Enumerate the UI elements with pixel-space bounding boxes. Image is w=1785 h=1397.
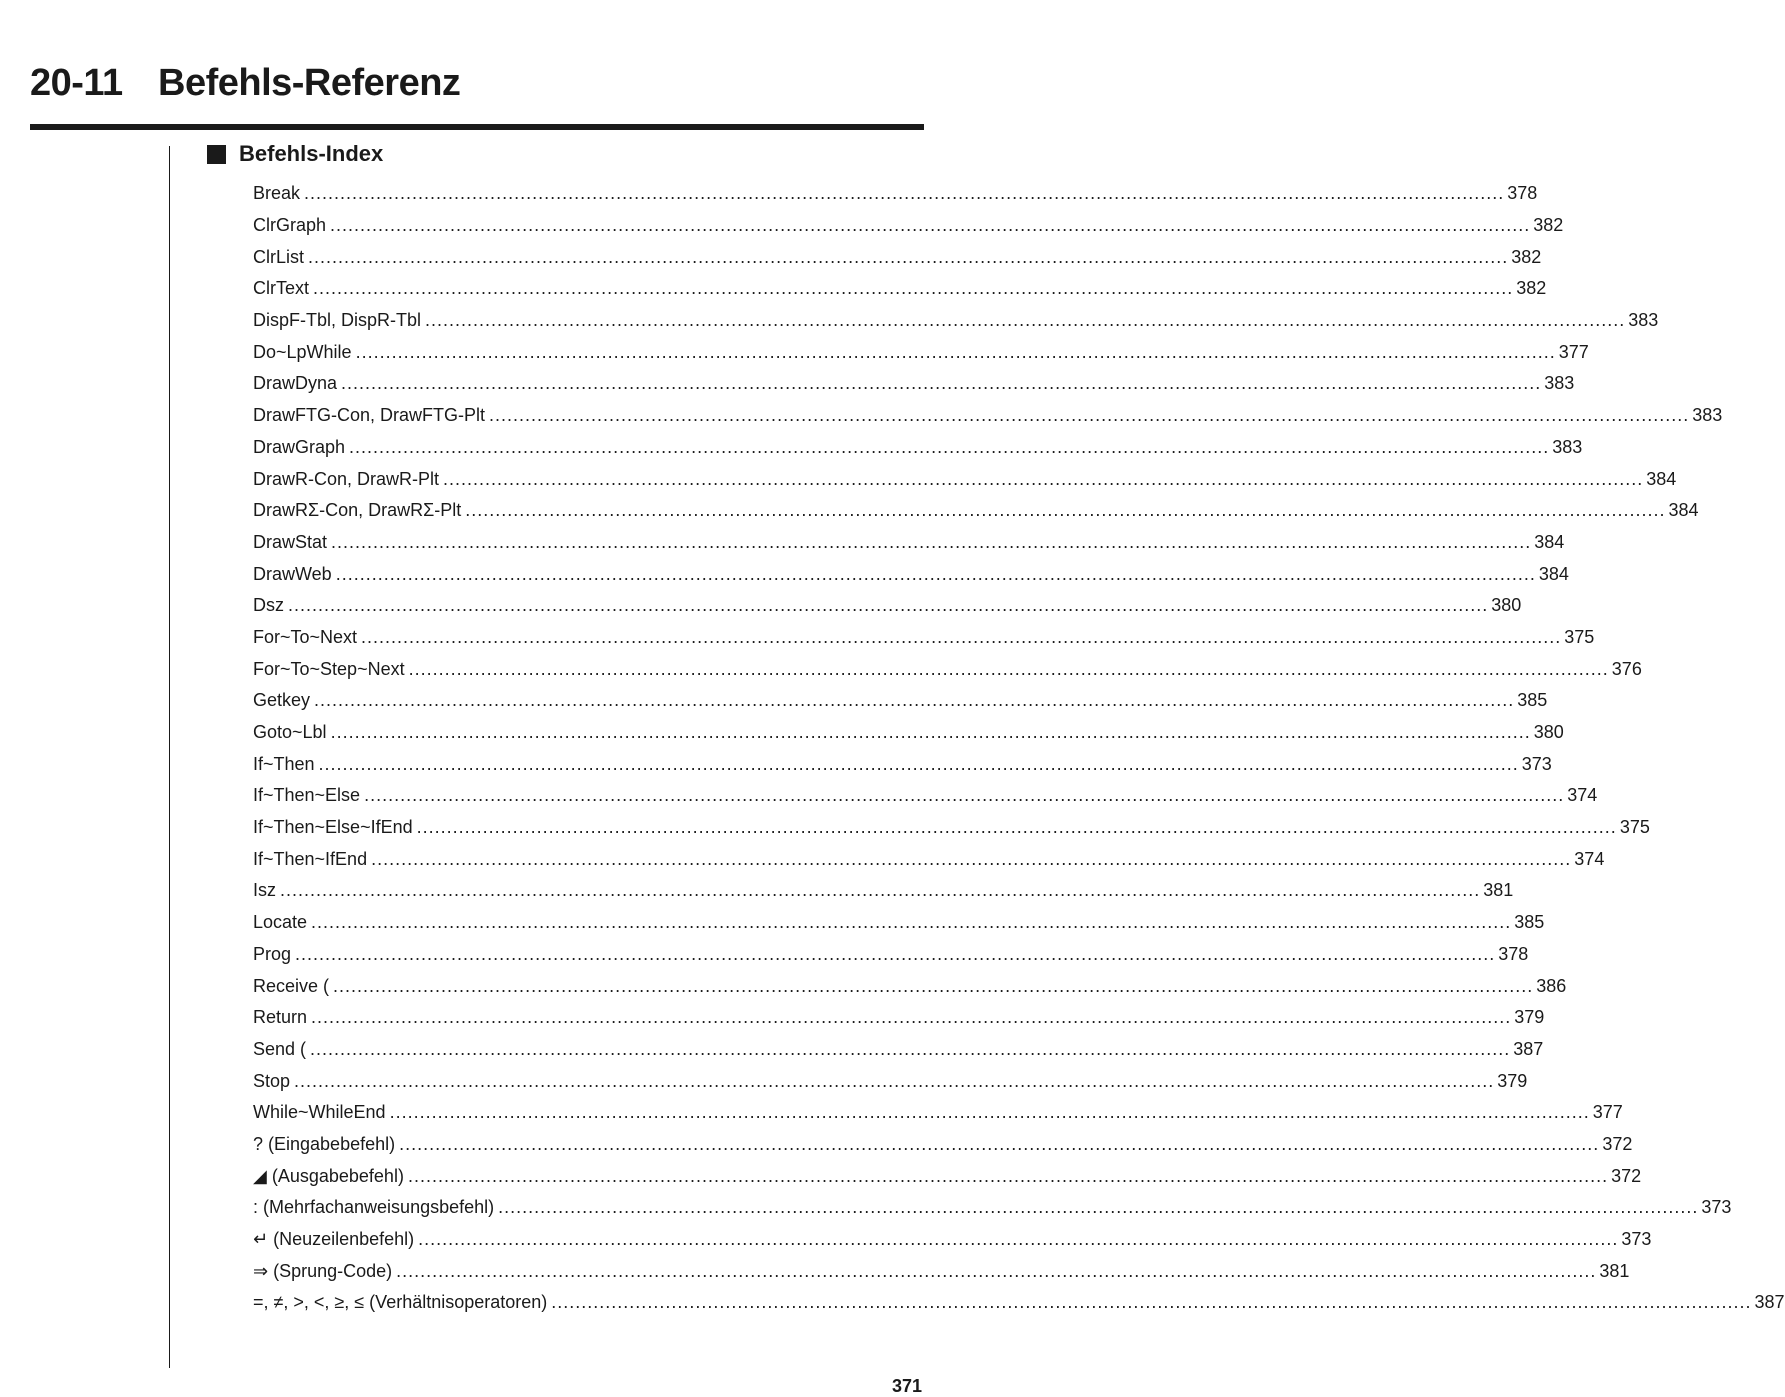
index-entry — [253, 717, 1564, 749]
index-entry — [253, 653, 1642, 685]
index-entry — [253, 843, 1605, 875]
index-entry — [253, 336, 1589, 368]
entry-page-number: 383 — [1544, 373, 1575, 394]
section-heading — [207, 140, 383, 168]
dot-leader: ........................................................................................................................................................................................................ — [318, 753, 1519, 774]
dot-leader: ........................................................................................................................................................................................................ — [425, 310, 1626, 331]
entry-label: =, ≠, >, <, ≥, ≤ (Verhältnisoperatoren) — [253, 1292, 548, 1313]
entry-label: ⇒ (Sprung-Code) — [253, 1260, 393, 1281]
dot-leader: ........................................................................................................................................................................................................ — [280, 880, 1481, 901]
dot-leader: ........................................................................................................................................................................................................ — [355, 341, 1556, 362]
index-entry — [253, 1065, 1528, 1097]
section-title: Befehls-Index — [239, 141, 384, 166]
dot-leader: ........................................................................................................................................................................................................ — [288, 595, 1489, 616]
index-entry — [253, 527, 1565, 559]
index-entry — [253, 305, 1659, 337]
index-entry — [253, 400, 1723, 432]
entry-label: ? (Eingabebefehl) — [253, 1133, 396, 1154]
dot-leader: ........................................................................................................................................................................................................ — [396, 1260, 1597, 1281]
entry-page-number: 377 — [1558, 341, 1589, 362]
entry-page-number: 384 — [1538, 563, 1569, 584]
entry-label: If~Then~IfEnd — [253, 848, 368, 869]
index-entry — [253, 907, 1545, 939]
index-entry — [253, 1129, 1633, 1161]
dot-leader: ........................................................................................................................................................................................................ — [311, 912, 1512, 933]
dot-leader: ........................................................................................................................................................................................................ — [465, 500, 1666, 521]
entry-label: Break — [253, 183, 301, 204]
entry-label: For~To~Next — [253, 626, 358, 647]
entry-label: DrawGraph — [253, 436, 346, 457]
entry-label: Isz — [253, 880, 277, 901]
index-entry — [253, 875, 1514, 907]
index-entry — [253, 1192, 1732, 1224]
index-entry — [253, 1002, 1545, 1034]
entry-page-number: 382 — [1511, 246, 1542, 267]
entry-page-number: 381 — [1599, 1260, 1630, 1281]
index-entry — [253, 748, 1552, 780]
entry-page-number: 377 — [1592, 1102, 1623, 1123]
entry-page-number: 384 — [1646, 468, 1677, 489]
dot-leader: ........................................................................................................................................................................................................ — [330, 722, 1531, 743]
index-entry — [253, 558, 1569, 590]
entry-label: DispF-Tbl, DispR-Tbl — [253, 310, 422, 331]
index-entry — [253, 210, 1564, 242]
page-number: 371 — [891, 1376, 922, 1396]
dot-leader: ........................................................................................................................................................................................................ — [335, 563, 1536, 584]
index-entry — [253, 495, 1699, 527]
entry-label: For~To~Step~Next — [253, 658, 405, 679]
dot-leader: ........................................................................................................................................................................................................ — [341, 373, 1542, 394]
entry-page-number: 373 — [1621, 1229, 1652, 1250]
entry-label: ClrText — [253, 278, 310, 299]
entry-page-number: 384 — [1668, 500, 1699, 521]
dot-leader: ........................................................................................................................................................................................................ — [304, 183, 1505, 204]
index-entry — [253, 812, 1650, 844]
entry-label: DrawStat — [253, 531, 328, 552]
index-entry — [253, 685, 1548, 717]
index-entry — [253, 1097, 1623, 1129]
entry-page-number: 376 — [1611, 658, 1642, 679]
dot-leader: ........................................................................................................................................................................................................ — [407, 1165, 1609, 1186]
dot-leader: ........................................................................................................................................................................................................ — [364, 785, 1565, 806]
index-entry — [253, 368, 1575, 400]
dot-leader: ........................................................................................................................................................................................................ — [349, 436, 1550, 457]
entry-page-number: 375 — [1619, 817, 1650, 838]
entry-label: If~Then~Else — [253, 785, 361, 806]
entry-label: Getkey — [253, 690, 311, 711]
entry-label: DrawDyna — [253, 373, 338, 394]
entry-page-number: 383 — [1692, 405, 1723, 426]
dot-leader: ........................................................................................................................................................................................................ — [333, 975, 1534, 996]
entry-label: DrawFTG-Con, DrawFTG-Plt — [253, 405, 486, 426]
dot-leader: ........................................................................................................................................................................................................ — [408, 658, 1609, 679]
entry-label: ClrList — [253, 246, 305, 267]
entry-page-number: 373 — [1521, 753, 1552, 774]
entry-page-number: 373 — [1701, 1197, 1732, 1218]
dot-leader: ........................................................................................................................................................................................................ — [330, 215, 1531, 236]
index-entry — [253, 1160, 1642, 1192]
entry-page-number: 382 — [1533, 215, 1564, 236]
entry-label: Send ( — [253, 1038, 307, 1059]
entry-label: If~Then~Else~IfEnd — [253, 817, 413, 838]
dot-leader: ........................................................................................................................................................................................................ — [551, 1292, 1752, 1313]
entry-label: ↵ (Neuzeilenbefehl) — [253, 1229, 415, 1250]
entry-label: ClrGraph — [253, 215, 327, 236]
dot-leader: ........................................................................................................................................................................................................ — [310, 1038, 1511, 1059]
entry-label: Locate — [253, 912, 308, 933]
entry-page-number: 375 — [1564, 626, 1595, 647]
index-entry — [253, 1034, 1544, 1066]
dot-leader: ........................................................................................................................................................................................................ — [295, 943, 1496, 964]
index-entry — [253, 939, 1529, 971]
chapter-header — [30, 58, 924, 130]
entry-page-number: 383 — [1628, 310, 1659, 331]
index-entry — [253, 780, 1598, 812]
index-entry — [253, 590, 1522, 622]
entry-page-number: 383 — [1552, 436, 1583, 457]
dot-leader: ........................................................................................................................................................................................................ — [314, 690, 1515, 711]
entry-label: : (Mehrfachanweisungsbefehl) — [253, 1197, 495, 1218]
dot-leader: ........................................................................................................................................................................................................ — [418, 1229, 1619, 1250]
index-entry — [253, 178, 1538, 210]
entry-page-number: 378 — [1507, 183, 1538, 204]
entry-page-number: 378 — [1498, 943, 1529, 964]
chapter-number: 20-11 — [30, 62, 123, 104]
entry-label: Do~LpWhile — [253, 341, 352, 362]
side-rule — [169, 146, 170, 1368]
entry-page-number: 379 — [1514, 1007, 1545, 1028]
entry-label: Stop — [253, 1070, 291, 1091]
chapter-title: Befehls-Referenz — [158, 62, 461, 104]
entry-page-number: 374 — [1574, 848, 1605, 869]
entry-page-number: 385 — [1514, 912, 1545, 933]
entry-label: Return — [253, 1007, 308, 1028]
dot-leader: ........................................................................................................................................................................................................ — [331, 531, 1532, 552]
index-entry — [253, 432, 1583, 464]
entry-page-number: 380 — [1491, 595, 1522, 616]
entry-label: Dsz — [253, 595, 284, 616]
index-entry — [253, 970, 1567, 1002]
entry-label: DrawR-Con, DrawR-Plt — [253, 468, 440, 489]
dot-leader: ........................................................................................................................................................................................................ — [313, 278, 1514, 299]
dot-leader: ........................................................................................................................................................................................................ — [308, 246, 1509, 267]
square-bullet-icon — [207, 145, 226, 164]
entry-label: If~Then — [253, 753, 315, 774]
dot-leader: ........................................................................................................................................................................................................ — [389, 1102, 1590, 1123]
command-index-list — [253, 178, 1785, 1319]
entry-label: Goto~Lbl — [253, 722, 327, 743]
entry-page-number: 382 — [1516, 278, 1547, 299]
dot-leader: ........................................................................................................................................................................................................ — [416, 817, 1617, 838]
index-entry — [253, 1224, 1652, 1256]
dot-leader: ........................................................................................................................................................................................................ — [361, 626, 1562, 647]
dot-leader: ........................................................................................................................................................................................................ — [371, 848, 1572, 869]
entry-label: While~WhileEnd — [253, 1102, 386, 1123]
entry-page-number: 374 — [1567, 785, 1598, 806]
dot-leader: ........................................................................................................................................................................................................ — [294, 1070, 1495, 1091]
dot-leader: ........................................................................................................................................................................................................ — [311, 1007, 1512, 1028]
entry-label: ◢ (Ausgabebefehl) — [253, 1165, 404, 1186]
entry-page-number: 380 — [1533, 722, 1564, 743]
entry-page-number: 387 — [1754, 1292, 1785, 1313]
index-entry — [253, 463, 1677, 495]
entry-page-number: 387 — [1513, 1038, 1544, 1059]
entry-page-number: 384 — [1534, 531, 1565, 552]
entry-label: DrawRΣ-Con, DrawRΣ-Plt — [253, 500, 462, 521]
entry-page-number: 385 — [1517, 690, 1548, 711]
entry-page-number: 372 — [1611, 1165, 1642, 1186]
entry-page-number: 386 — [1536, 975, 1567, 996]
index-entry — [253, 622, 1595, 654]
entry-page-number: 381 — [1483, 880, 1514, 901]
dot-leader: ........................................................................................................................................................................................................ — [489, 405, 1690, 426]
entry-label: Receive ( — [253, 975, 330, 996]
index-entry — [253, 1255, 1630, 1287]
entry-page-number: 379 — [1497, 1070, 1528, 1091]
dot-leader: ........................................................................................................................................................................................................ — [399, 1133, 1600, 1154]
index-entry — [253, 273, 1547, 305]
dot-leader: ........................................................................................................................................................................................................ — [443, 468, 1644, 489]
entry-label: DrawWeb — [253, 563, 332, 584]
index-entry — [253, 1287, 1785, 1319]
dot-leader: ........................................................................................................................................................................................................ — [498, 1197, 1699, 1218]
entry-page-number: 372 — [1602, 1133, 1633, 1154]
index-entry — [253, 241, 1542, 273]
entry-label: Prog — [253, 943, 292, 964]
